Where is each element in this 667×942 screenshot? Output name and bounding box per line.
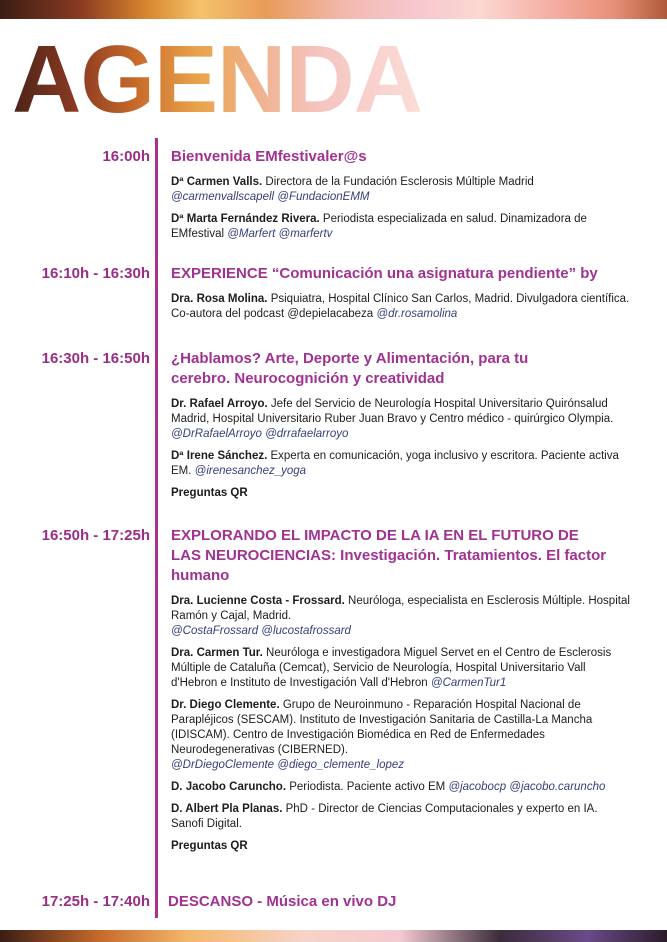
session-block <box>171 349 631 501</box>
speaker-name: Dª Marta Fernández Rivera. <box>171 213 320 225</box>
speaker-name: Dr. Rafael Arroyo. <box>171 398 268 410</box>
speaker-name: Dr. Diego Clemente. <box>171 699 280 711</box>
timeline-divider <box>155 138 158 918</box>
session-block <box>171 147 631 249</box>
speaker-entry <box>171 449 631 479</box>
speaker-entry <box>171 594 631 639</box>
speaker-handles[interactable]: @DrDiegoClemente @diego_clemente_lopez <box>171 759 405 771</box>
speaker-entry <box>171 780 631 795</box>
speaker-handles[interactable]: @Marfert @marfertv <box>227 228 333 240</box>
speaker-entry <box>171 397 631 442</box>
speaker-name: Dª Irene Sánchez. <box>171 450 268 462</box>
speaker-entry <box>171 175 631 205</box>
bottom-gradient-band <box>0 930 667 942</box>
session-block <box>171 264 631 329</box>
speaker-entry <box>171 212 631 242</box>
session-title: Bienvenida EMfestivaler@s <box>171 148 367 165</box>
session-time: 16:00h <box>102 148 150 165</box>
speaker-description: Directora de la Fundación Esclerosis Múltiple Madrid <box>262 176 534 188</box>
speaker-handles[interactable]: @DrRafaelArroyo @drrafaelarroyo <box>171 428 349 440</box>
speaker-description: Neuróloga, especialista en Esclerosis Múltiple. Hospital Ramón y Cajal, Madrid. <box>171 595 630 622</box>
session-title: ¿Hablamos? Arte, Deporte y Alimentación, para tu cerebro. Neurocognición y creatividad <box>171 350 529 387</box>
top-gradient-band <box>0 0 667 19</box>
session-time: 16:10h - 16:30h <box>41 265 150 282</box>
session-title: EXPLORANDO EL IMPACTO DE LA IA EN EL FUTURO DE LAS NEUROCIENCIAS: Investigación. Tratamientos. El factor humano <box>171 527 607 584</box>
speaker-name: D. Albert Pla Planas. <box>171 803 283 815</box>
speaker-name: Dra. Lucienne Costa - Frossard. <box>171 595 345 607</box>
speaker-handles[interactable]: @irenesanchez_yoga <box>194 465 307 477</box>
speaker-entry <box>171 698 631 773</box>
speaker-description: Psiquiatra, Hospital Clínico San Carlos, Madrid. Divulgadora científica. Co-autora del podcast @depielacabeza <box>171 293 630 320</box>
speaker-description: Grupo de Neuroinmuno - Reparación Hospital Nacional de Parapléjicos (SESCAM). Instituto de Investigación Sanitaria de Castilla-La Mancha (IDISCAM). Centro de Investigación Biomédica en Red de Enfermedades Neurodegenerativas (CIBERNED). <box>171 699 593 756</box>
speaker-entry <box>171 292 631 322</box>
speaker-description: Experta en comunicación, yoga inclusivo y escritora. Paciente activa EM. <box>171 450 619 477</box>
page-title: AGENDA <box>12 26 423 133</box>
session-block <box>168 892 628 920</box>
speaker-description: Neuróloga e investigadora Miguel Servet en el Centro de Esclerosis Múltiple de Cataluña (Cemcat), Servicio de Neurología, Hospital Universitario Vall d'Hebron e Instituto de Investigación Vall d'Hebron <box>171 647 612 689</box>
speaker-handles[interactable]: @jacobocp @jacobo.caruncho <box>448 781 606 793</box>
session-block <box>171 526 631 854</box>
speaker-name: D. Jacobo Caruncho. <box>171 781 287 793</box>
session-time: 16:50h - 17:25h <box>41 527 150 544</box>
speaker-description: Jefe del Servicio de Neurología Hospital Universitario Quirónsalud Madrid, Hospital Universitario Ruber Juan Bravo y Centro médico - quirúrgico Olympia. <box>171 398 614 425</box>
speaker-description: Periodista. Paciente activo EM <box>286 781 449 793</box>
session-time: 17:25h - 17:40h <box>41 893 150 910</box>
speaker-handles[interactable]: @carmenvallscapell @FundacionEMM <box>171 191 370 203</box>
speaker-entry <box>171 802 631 832</box>
speaker-name: Dra. Carmen Tur. <box>171 647 263 659</box>
questions-qr-label: Preguntas QR <box>171 487 248 499</box>
speaker-name: Dra. Rosa Molina. <box>171 293 268 305</box>
speaker-handles[interactable]: @CarmenTur1 <box>430 677 507 689</box>
speaker-handles[interactable]: @dr.rosamolina <box>376 308 458 320</box>
speaker-name: Dª Carmen Valls. <box>171 176 263 188</box>
session-title: DESCANSO - Música en vivo DJ <box>168 893 397 910</box>
speaker-description: PhD - Director de Ciencias Computacionales y experto en IA. Sanofi Digital. <box>171 803 598 830</box>
questions-qr-label: Preguntas QR <box>171 840 248 852</box>
speaker-handles[interactable]: @CostaFrossard @lucostafrossard <box>171 625 351 637</box>
speaker-description: Periodista especializada en salud. Dinamizadora de EMfestival <box>171 213 587 240</box>
session-title: EXPERIENCE “Comunicación una asignatura pendiente” by <box>171 265 598 282</box>
speaker-entry <box>171 646 631 691</box>
session-time: 16:30h - 16:50h <box>41 350 150 367</box>
